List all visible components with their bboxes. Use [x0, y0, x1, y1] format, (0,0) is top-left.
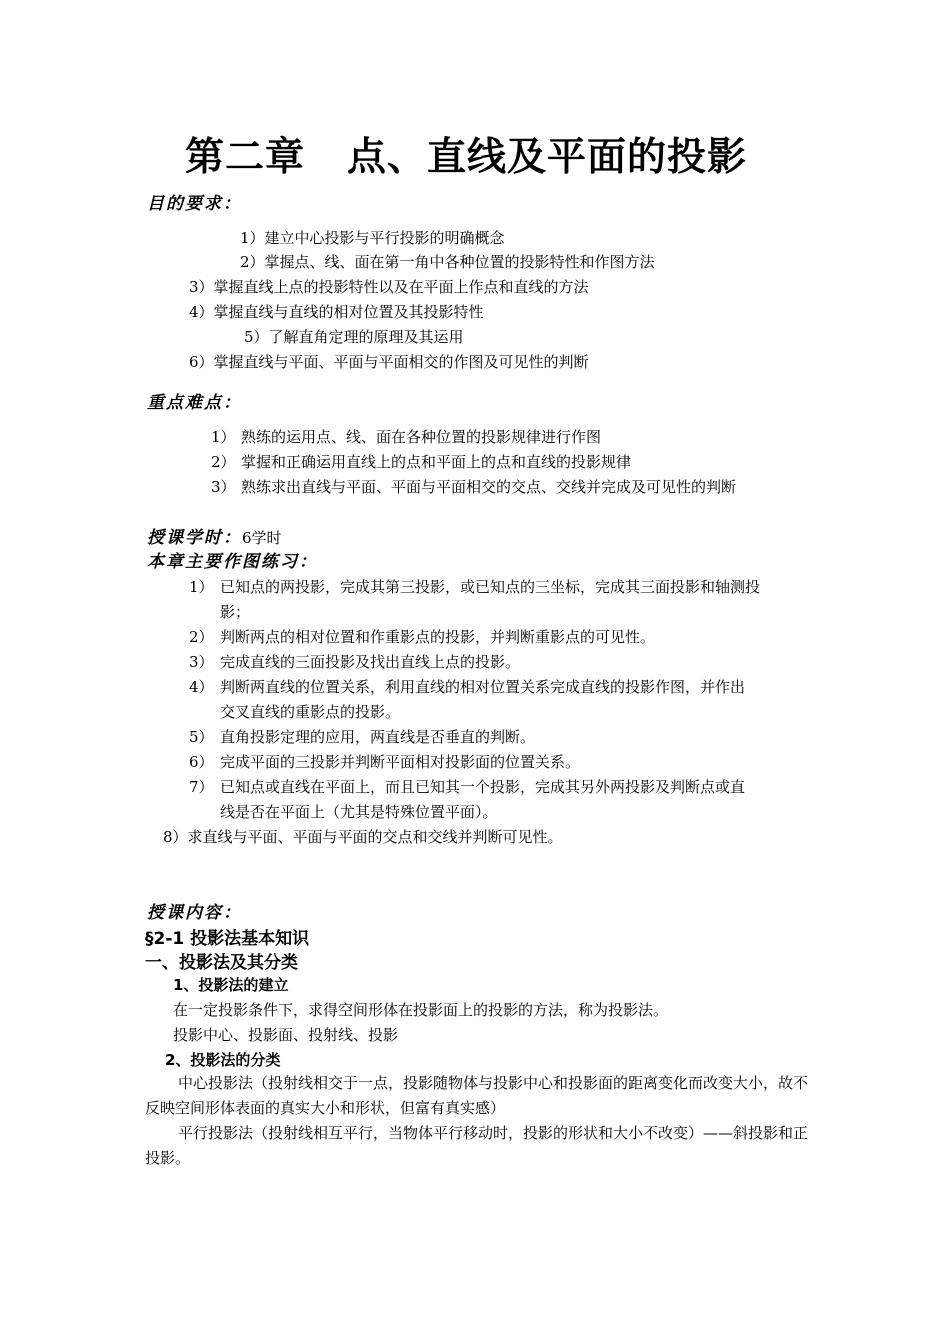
- hours-label: 授课学时：: [147, 528, 242, 548]
- exercise-text: 判断两直线的位置关系，利用直线的相对位置关系完成直线的投影作图，并作出: [220, 678, 746, 696]
- subheading-classification: 2、投影法的分类: [165, 1051, 281, 1069]
- paragraph-parallel-projection: 平行投影法（投射线相互平行，当物体平行移动时，投影的形状和大小不改变）——斜投影和正投影。: [145, 1124, 809, 1167]
- paragraph: 在一定投影条件下，求得空间形体在投影面上的投影的方法，称为投影法。: [173, 1001, 669, 1019]
- exercise-text: 已知点的两投影，完成其第三投影，或已知点的三坐标，完成其三面投影和轴测投: [220, 578, 761, 596]
- exercise-text: 直角投影定理的应用，两直线是否垂直的判断。: [220, 728, 536, 746]
- exercise-text-cont: 交叉直线的重影点的投影。: [220, 703, 401, 721]
- objective-item: 2）掌握点、线、面在第一角中各种位置的投影特性和作图方法: [240, 253, 655, 271]
- exercise-number: 1）: [189, 578, 214, 596]
- key-point-number: 1）: [211, 428, 236, 446]
- exercise-text: 已知点或直线在平面上，而且已知其一个投影，完成其另外两投影及判断点或直: [220, 778, 746, 796]
- exercise-text: 完成直线的三面投影及找出直线上点的投影。: [220, 653, 521, 671]
- hours-value: 6学时: [242, 529, 282, 547]
- exercise-text-cont: 影；: [220, 603, 251, 621]
- objective-item: 3）掌握直线上点的投影特性以及在平面上作点和直线的方法: [189, 278, 589, 296]
- section-heading: §2-1 投影法基本知识: [145, 929, 310, 949]
- key-point-text: 熟练的运用点、线、面在各种位置的投影规律进行作图: [241, 428, 602, 446]
- exercise-number: 6）: [189, 753, 214, 771]
- key-point-text: 熟练求出直线与平面、平面与平面相交的交点、交线并完成及可见性的判断: [241, 478, 737, 496]
- teaching-hours: [147, 523, 282, 548]
- key-point-number: 3）: [211, 478, 236, 496]
- key-point-number: 2）: [211, 453, 236, 471]
- exercise-text-cont: 线是否在平面上（尤其是特殊位置平面）。: [220, 803, 498, 821]
- exercise-number: 2）: [189, 628, 214, 646]
- exercise-number: 4）: [189, 678, 214, 696]
- chapter-number: 第二章: [185, 135, 306, 180]
- key-points-label: 重点难点：: [147, 393, 242, 413]
- exercise-text: 判断两点的相对位置和作重影点的投影，并判断重影点的可见性。: [220, 628, 656, 646]
- objective-item: 6）掌握直线与平面、平面与平面相交的作图及可见性的判断: [189, 353, 589, 371]
- exercise-number: 3）: [189, 653, 214, 671]
- exercise-number: 7）: [189, 778, 214, 796]
- subheading-establishment: 1、投影法的建立: [173, 976, 289, 994]
- paragraph-central-projection: 中心投影法（投射线相交于一点，投影随物体与投影中心和投影面的距离变化而改变大小，故不反映空间形体表面的真实大小和形状，但富有真实感）: [145, 1074, 809, 1117]
- content-label: 授课内容：: [147, 903, 242, 923]
- exercise-number: 5）: [189, 728, 214, 746]
- objective-item: 4）掌握直线与直线的相对位置及其投影特性: [189, 303, 484, 321]
- objective-item: 5）了解直角定理的原理及其运用: [244, 328, 464, 346]
- key-point-text: 掌握和正确运用直线上的点和平面上的点和直线的投影规律: [241, 453, 632, 471]
- exercises-label: 本章主要作图练习：: [147, 552, 318, 572]
- objective-item: 1）建立中心投影与平行投影的明确概念: [240, 229, 505, 247]
- paragraph: 投影中心、投影面、投射线、投影: [173, 1026, 399, 1044]
- chapter-topic: 点、直线及平面的投影: [347, 135, 748, 180]
- objectives-label: 目的要求：: [147, 194, 242, 214]
- chapter-title: [185, 126, 747, 182]
- exercise-text: 完成平面的三投影并判断平面相对投影面的位置关系。: [220, 753, 581, 771]
- heading-projection-methods: 一、投影法及其分类: [145, 953, 298, 973]
- exercise-item-8: 8）求直线与平面、平面与平面的交点和交线并判断可见性。: [163, 828, 563, 846]
